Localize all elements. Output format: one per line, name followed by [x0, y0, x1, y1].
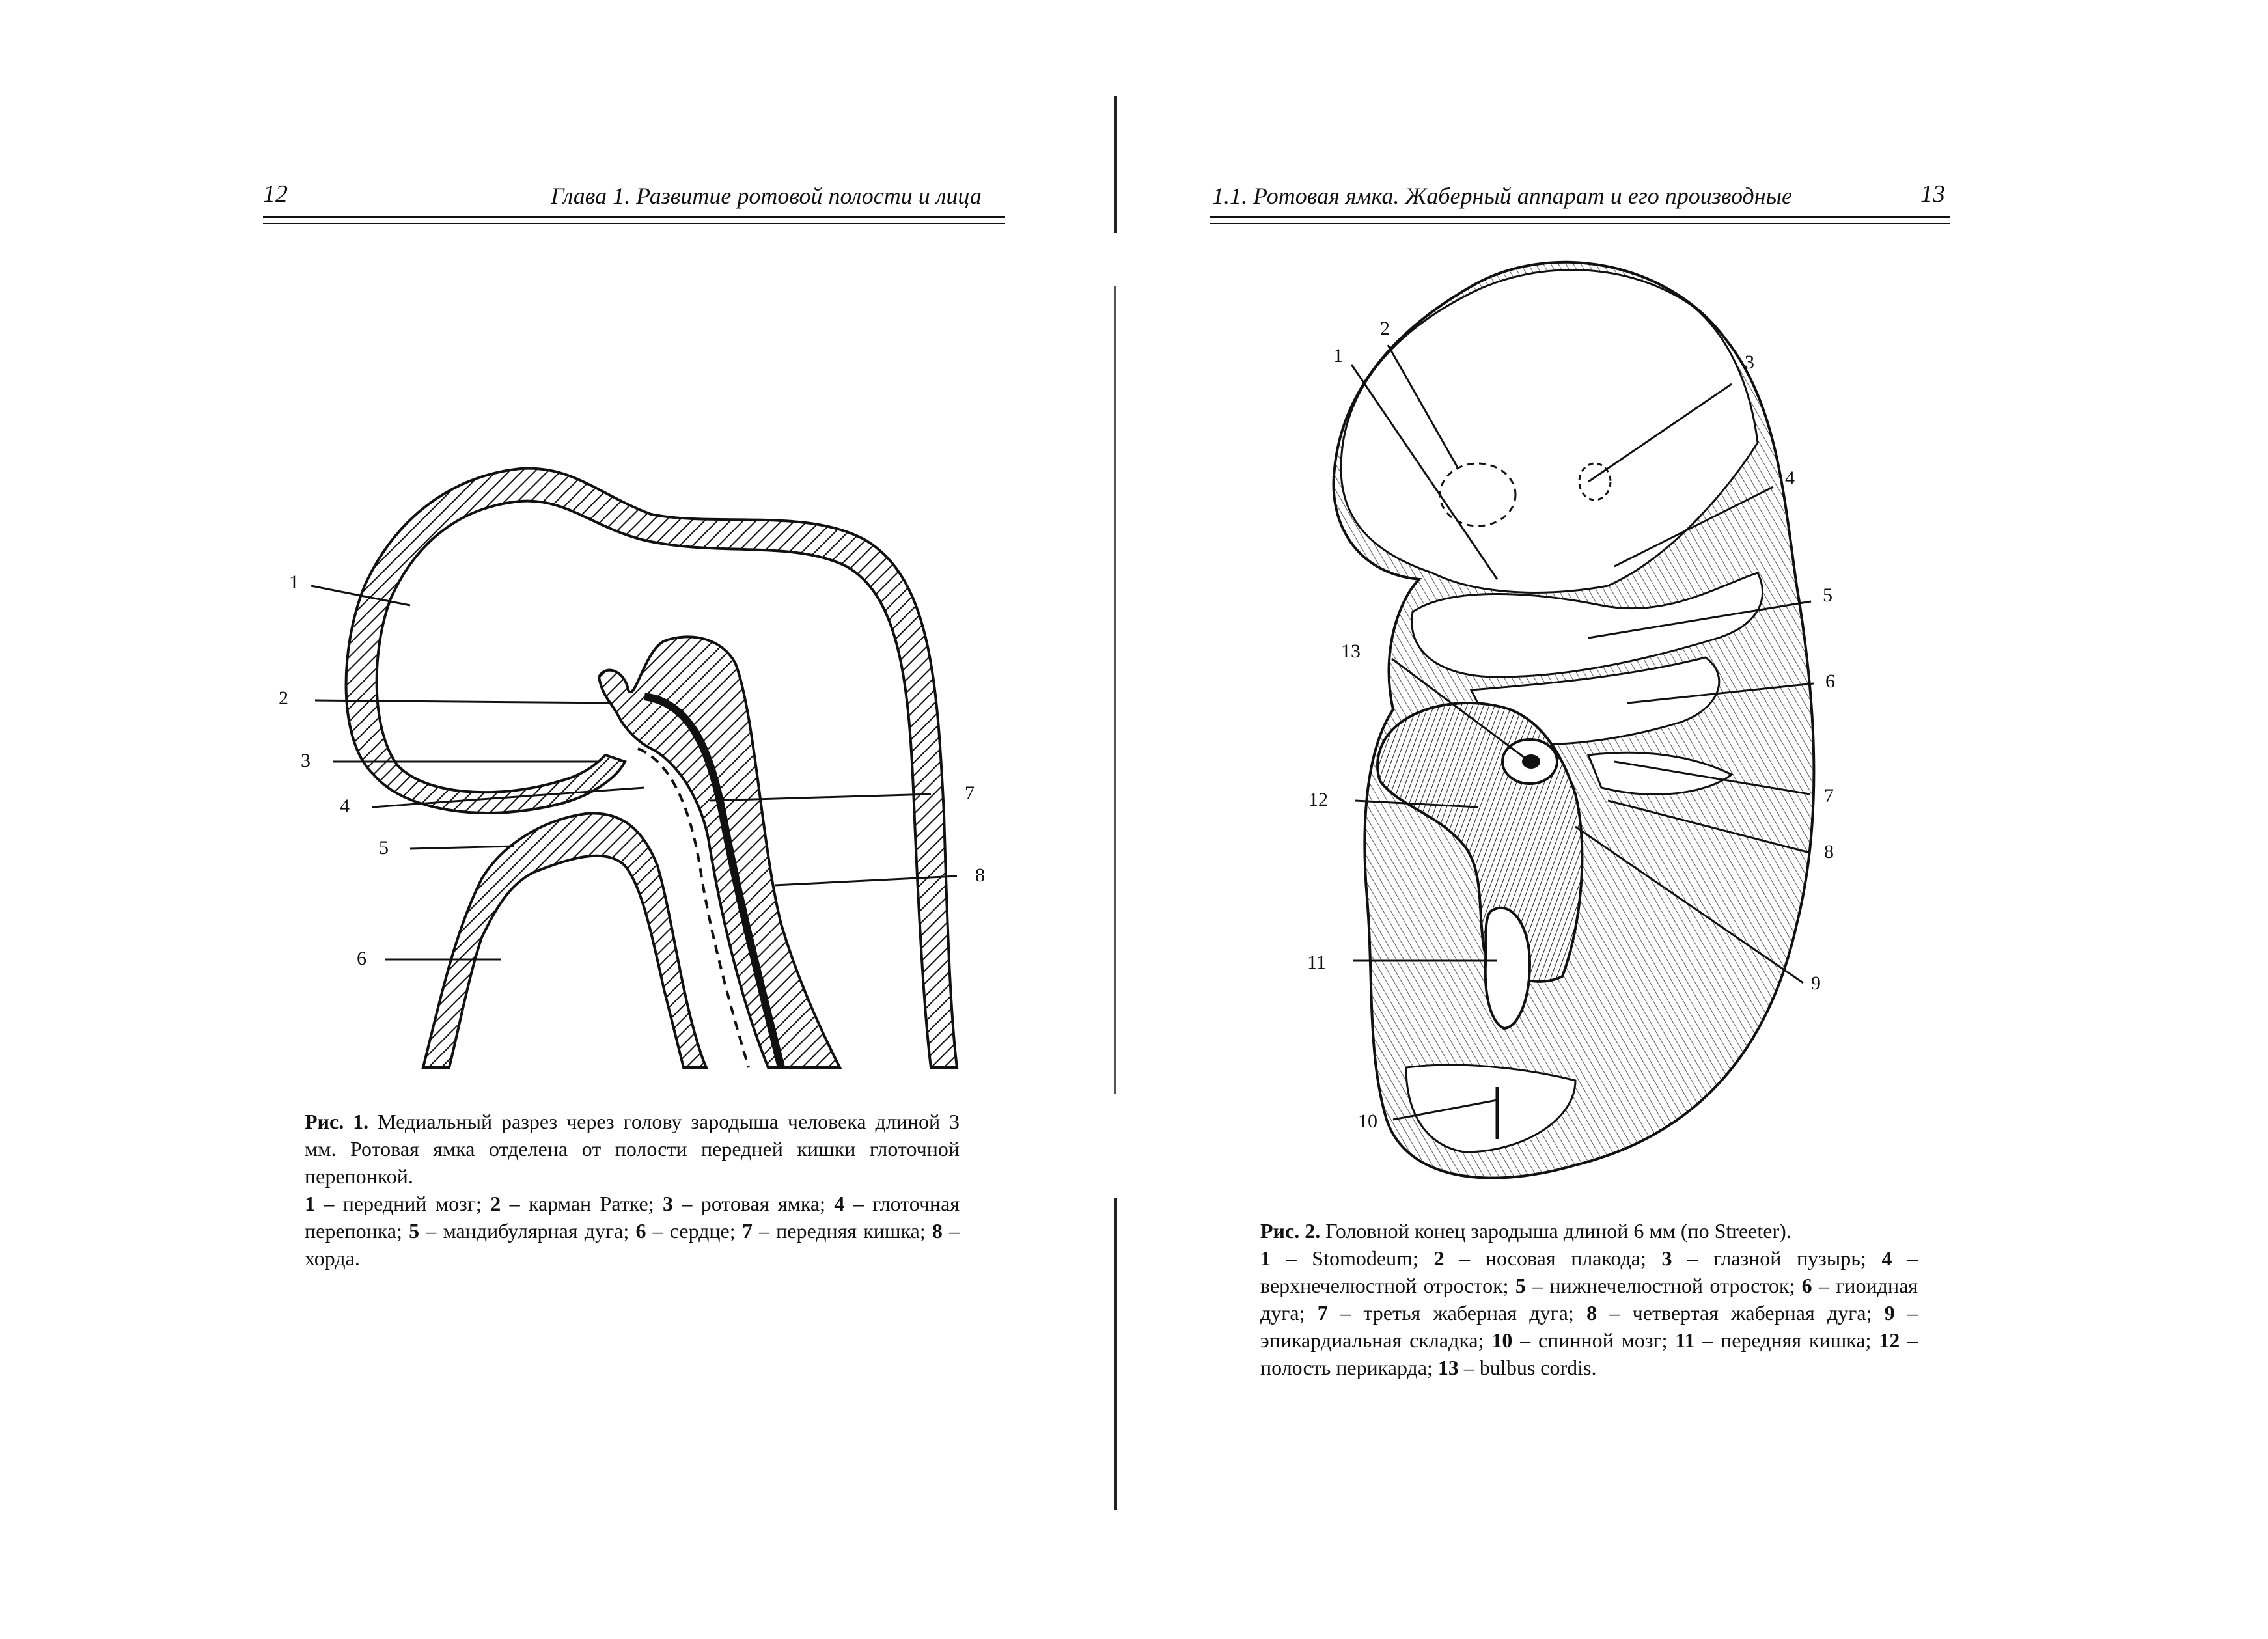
- fig1-legend-num-4: 4: [834, 1192, 845, 1215]
- fig2-legend-text-1: Stomodeum;: [1312, 1246, 1418, 1270]
- fig2-legend-text-11: передняя кишка;: [1721, 1329, 1872, 1352]
- fig2-legend-num-2: 2: [1433, 1246, 1445, 1270]
- fig1-label-4: 4: [340, 795, 350, 817]
- fig2-legend-text-4: верхнечелюстной отросток;: [1260, 1274, 1509, 1297]
- right-running-head: 1.1. Ротовая ямка. Жаберный аппарат и его производные: [1212, 183, 1792, 209]
- fig2-legend-text-2: носовая плакода;: [1485, 1246, 1646, 1270]
- fig1-legend-num-7: 7: [741, 1219, 753, 1243]
- right-page-number: 13: [1920, 180, 1945, 208]
- left-running-head: Глава 1. Развитие ротовой полости и лица: [551, 183, 982, 209]
- fig2-label-13: 13: [1341, 640, 1361, 662]
- fig2-legend-num-5: 5: [1515, 1274, 1526, 1297]
- fig2-label-5: 5: [1823, 585, 1832, 606]
- fig2-legend-text-5: нижнечелюстной отросток;: [1549, 1274, 1795, 1297]
- fig2-label-9: 9: [1811, 972, 1821, 994]
- fig2-legend-text-9: эпикардиальная складка;: [1260, 1329, 1484, 1352]
- fig2-legend-num-13: 13: [1437, 1356, 1459, 1379]
- fig1-legend-text-4: глоточная перепонка;: [305, 1192, 960, 1243]
- fig2-legend-num-4: 4: [1881, 1246, 1892, 1270]
- fig2-legend: 1 – Stomodeum; 2 – носовая плакода; 3 – глазной пузырь; 4 – верхнечелюстной отросток; 5 – нижнечелюстной отросток; 6 – гиоидная дуга; 7 – третья жаберная дуга; 8 – четвертая жаберная дуга; 9 – эпикардиальная складка; 10 – спинной мозг; 11 – передняя кишка; 12 – полость перикарда; 13 – bulbus cordis.: [1260, 1246, 1918, 1379]
- fig1-legend-text-7: передняя кишка;: [776, 1219, 926, 1243]
- fig2-legend-num-9: 9: [1884, 1301, 1895, 1325]
- fig2-label-6: 6: [1825, 670, 1835, 692]
- fig2-label-2: 2: [1380, 318, 1390, 339]
- fig2-legend-num-3: 3: [1661, 1246, 1672, 1270]
- fig2-legend-text-12: полость перикарда;: [1260, 1356, 1433, 1379]
- fig1-label-1: 1: [289, 572, 299, 593]
- fig2-caption: [1260, 1217, 1918, 1381]
- fig2-legend-text-7: третья жаберная дуга;: [1363, 1301, 1574, 1325]
- fig2-foregut: [1486, 908, 1530, 1028]
- fig2-legend-text-3: глазной пузырь;: [1713, 1246, 1866, 1270]
- fig1-legend-text-3: ротовая ямка;: [700, 1192, 825, 1215]
- fig2-label-7: 7: [1824, 785, 1834, 806]
- fig1-legend-num-1: 1: [305, 1192, 315, 1215]
- fig1-legend-num-3: 3: [662, 1192, 673, 1215]
- fig1-label-3: 3: [301, 750, 311, 771]
- fig2-legend-text-13: bulbus cordis.: [1479, 1356, 1597, 1379]
- fig1-label-6: 6: [357, 948, 366, 969]
- fig2-label-12: 12: [1308, 789, 1328, 810]
- fig2-legend-text-6: гиоидная дуга;: [1260, 1274, 1918, 1325]
- fig2-bulbus-cordis-inner: [1522, 754, 1540, 769]
- fig1-label-8: 8: [975, 864, 985, 886]
- fig2-label-4: 4: [1785, 467, 1795, 489]
- fig1-legend-num-6: 6: [635, 1219, 646, 1243]
- fig1-legend-num-5: 5: [409, 1219, 420, 1243]
- fig1-caption-text: Медиальный разрез через голову зародыша человека длиной 3 мм. Ротовая ямка отделена от полости передней кишки глоточной перепонкой.: [305, 1110, 960, 1188]
- fig1-legend-num-2: 2: [490, 1192, 501, 1215]
- fig1-label-2: 2: [279, 687, 288, 709]
- fig1-legend-num-8: 8: [932, 1219, 943, 1243]
- fig2-legend-num-6: 6: [1801, 1274, 1812, 1297]
- fig2-label-8: 8: [1824, 841, 1834, 862]
- fig1-legend-text-6: сердце;: [669, 1219, 736, 1243]
- fig1-legend-text-1: передний мозг;: [342, 1192, 482, 1215]
- left-page-number: 12: [263, 180, 288, 208]
- fig2-legend-num-1: 1: [1260, 1246, 1271, 1270]
- fig2-caption-paragraph: [1260, 1217, 1918, 1245]
- fig2-legend-num-11: 11: [1675, 1329, 1695, 1352]
- fig1-label-7: 7: [965, 782, 975, 804]
- fig2-legend-num-7: 7: [1317, 1301, 1328, 1325]
- fig2-legend-num-8: 8: [1586, 1301, 1597, 1325]
- fig2-legend-text-8: четвертая жаберная дуга;: [1632, 1301, 1872, 1325]
- fig2-label-10: 10: [1358, 1110, 1377, 1132]
- fig2-label-11: 11: [1307, 952, 1326, 973]
- fig1-legend-text-8: хорда.: [305, 1246, 360, 1270]
- fig1-legend-text-2: карман Ратке;: [529, 1192, 654, 1215]
- fig2-caption-text: Головной конец зародыша длиной 6 мм (по Streeter).: [1325, 1219, 1791, 1243]
- fig1-legend-text-5: мандибулярная дуга;: [443, 1219, 629, 1243]
- fig2-legend-text-10: спинной мозг;: [1538, 1329, 1668, 1352]
- fig2-label-1: 1: [1333, 345, 1343, 366]
- fig2-label-3: 3: [1745, 351, 1754, 373]
- fig1-label-5: 5: [379, 837, 389, 859]
- fig1-caption-title: Рис. 1.: [305, 1110, 369, 1133]
- fig2-caption-title: Рис. 2.: [1260, 1219, 1321, 1243]
- fig2-legend-num-10: 10: [1491, 1329, 1513, 1352]
- fig1-legend: 1 – передний мозг; 2 – карман Ратке; 3 – ротовая ямка; 4 – глоточная перепонка; 5 – мандибулярная дуга; 6 – сердце; 7 – передняя кишка; 8 – хорда.: [305, 1192, 960, 1270]
- fig2-legend-num-12: 12: [1879, 1329, 1900, 1352]
